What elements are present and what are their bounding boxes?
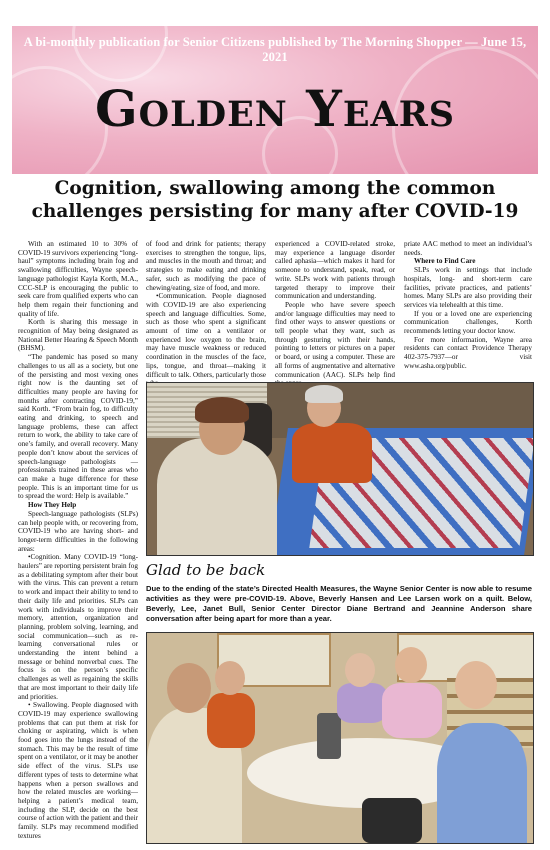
hair [305,385,343,403]
article-column-4 [404,240,532,371]
person-head [167,663,211,713]
paragraph: •Cognition. Many COVID-19 “long-haulers” are reporting persistent brain fog as a debilitating symptom after their bout with the virus. This can prevent a return to work and impact their ability to tend to their daily life and priorities. SLPs can work with individuals to improve their memory, attention, organization and planning, problem solving, learning, and social communication—such as re-learning conversational rules or understanding the intent behind a message or behind nonverbal cues. The focus is on the person’s specific challenges as well as regaining the skills that are most important to their daily life and priorities. [18,553,138,701]
paragraph: SLPs work in settings that include hospitals, long- and short-term care facilities, private practices, and patients’ homes. Many SLPs are also providing their services via telehealth at this time. [404,266,532,309]
article-column-3 [275,240,395,388]
conversation-photo [146,632,534,844]
person-beverly [157,438,277,555]
paragraph: For more information, Wayne area residents can contact Providence Therapy 402-375-7937—or visit www.asha.org/public. [404,335,532,370]
chair [362,798,422,843]
paragraph: If you or a loved one are experiencing communication challenges, Korth recommends letting your doctor know. [404,309,532,336]
photo-caption: Due to the ending of the state’s Directed Health Measures, the Wayne Senior Center is now able to resume activities as they were pre-COVID-19. Above, Beverly Hansen and Lee Larsen work on a quilt. Below, Beverly, Lee, Janet Bull, Senior Center Director Diane Bertrand and Jeannine Anderson share conversation after being apart for more than a year. [146,584,532,624]
masthead-banner [12,26,538,174]
quilting-photo [146,382,534,556]
person-head [455,661,497,709]
paragraph: •Communication. People diagnosed with COVID-19 are also experiencing speech and language difficulties. Some, such as those who spent a significant amount of time on a ventilator or experienced low oxygen to the brain, may have muscle weakness or reduced coordination in the muscles of the face, lips, tongue, and throat—making it difficult to talk. Others, particularly those [146,292,266,379]
paragraph: Korth is sharing this message in recognition of May being designated as National Better Hearing & Speech Month (BHSM). [18,318,138,353]
paragraph: Speech-language pathologists (SLPs) can help people with, or recovering from, COVID-19 who are having short- and longer-term difficulties in the following areas: [18,509,138,553]
person-head [215,661,245,695]
article-column-2 [146,240,266,388]
paragraph: of food and drink for patients; therapy exercises to strengthen the tongue, lips, and muscles in the mouth and throat; and strategies to make eating and drinking safer, such as modifying the pace of chewing/eating, size of food, and more. [146,240,266,292]
caption-title: Glad to be back [146,561,266,579]
paragraph: experienced a COVID-related stroke, may experience a language disorder called aphasia—which makes it hard for someone to understand, speak, read, or write. SLPs work with patients through targeted therapy to improve their communication and understanding. [275,240,395,301]
person-pink [382,683,442,738]
person-floral [337,683,387,723]
paragraph: priate AAC method to meet an individual’s needs. [404,240,532,257]
person-head [345,653,375,687]
publication-title: Golden Years [94,79,456,138]
person-lee [292,423,372,483]
masthead-tagline: A bi-monthly publication for Senior Citizens published by The Morning Shopper — June 15, 2021 [23,35,527,64]
person-head [395,647,427,683]
hair [195,397,249,423]
paragraph: • Swallowing. People diagnosed with COVID-19 may experience swallowing problems that can put them at risk for choking or aspirating, which is when food goes into the lungs instead of the stomach. This may be the result of time spent on a ventilator, or it may be another side effect of the virus. SLPs use different types of tests to determine what happens when a person swallows and how the related muscles are working—helping a patient’s medical team, including the SLP, decide on the best course of action with the patient and their family. SLPs may recommend modified textures [18,701,138,840]
coffee-carafe [317,713,341,759]
person-orange [207,693,255,748]
paragraph: “The pandemic has posed so many challenges to us all as a society, but one of the persisting and most vexing ones right now is the daunting set of difficulties many people are having for months after contracting COVID-19,” said Korth. “From brain fog, to difficulty eating and drinking, to speech and language problems, these can affect return to work, the ability to take care of one’s family, and overall recovery. Many people don’t know about the services of speech-language pathologists — professionals trained in these areas who can make a huge difference for these people. This is an important time for us to spread the word: Help is available.” [18,353,138,501]
article-headline: Cognition, swallowing among the common challenges persisting for many after COVID-19 [31,178,519,222]
section-heading-where-to-find-care: Where to Find Care [414,257,476,266]
section-heading-how-they-help: How They Help [28,501,77,510]
paragraph: People who have severe speech and/or language difficulties may need to find other ways to answer questions or tell people what they want, such as through gesturing with their hands, pointing to letters or pictures on a paper or board, or using a computer. These are all forms of augmentative and alternative communication (AAC). SLPs help find [275,300,395,379]
paragraph: With an estimated 10 to 30% of COVID-19 survivors experiencing “long-haul” symptoms including brain fog and swallowing difficulties, Wayne speech-language pathologist Kayla Korth, M.A., CCC-SLP is encouraging the public to seek care from qualified experts who can help them regain their functioning and quality of life. [18,240,138,318]
person-blue [437,723,527,843]
article-column-1 [18,240,138,842]
